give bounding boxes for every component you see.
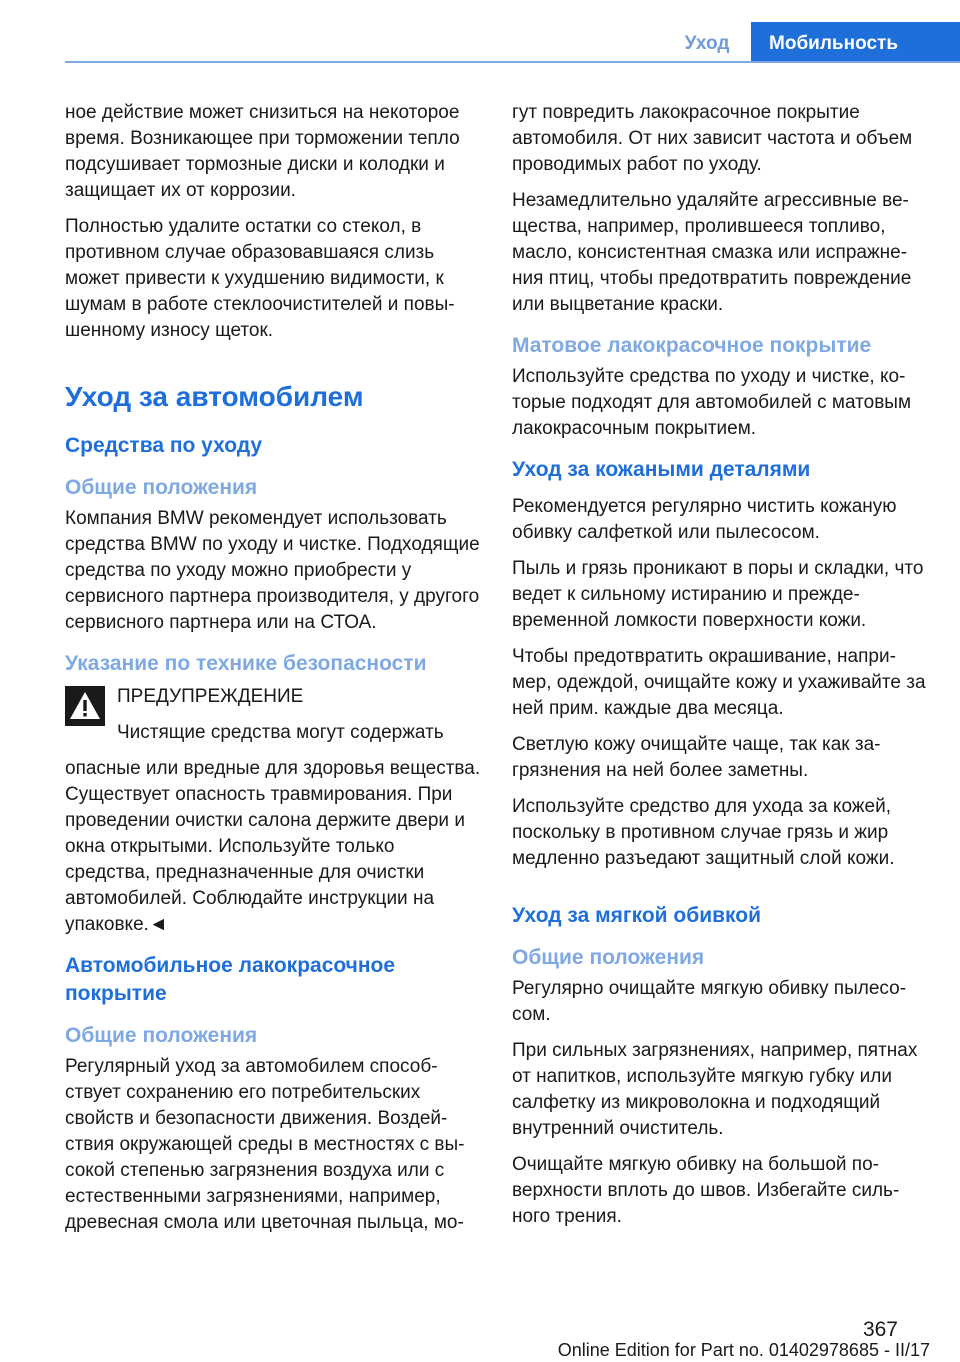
warning-triangle-icon — [65, 686, 105, 726]
paragraph: Полностью удалите остатки со стекол, в противном случае образовавшаяся слизь может привести к ухудшению видимости, к шумам в работе стеклоочистителей и повышенному износу щеток. — [65, 216, 455, 341]
heading-leather-care: Уход за кожаными деталями — [512, 458, 811, 481]
paragraph: ное действие может снизиться на некоторое время. Возникающее при торможении тепло подсушивает тормозные диски и колодки и защищает их от коррозии. — [65, 102, 460, 201]
paragraph: Светлую кожу очищайте чаще, так как загрязнения на ней более заметны. — [512, 734, 881, 781]
heading-safety-note: Указание по технике безопасности — [65, 652, 427, 675]
heading-general: Общие положения — [512, 946, 705, 969]
page-header — [663, 22, 960, 62]
warning-lead: Чистящие средства могут содержать — [117, 722, 444, 743]
chapter-tab: Мобильность — [751, 22, 960, 62]
heading-general: Общие положения — [65, 1024, 258, 1047]
warning-text: опасные или вредные для здоровья вещества. Существует опасность травмирования. При проведении очистки салона держите двери и окна открытыми. Используйте только средства, предназначенные для очистки автомобилей. Соблюдайте инструкции на упаковке.◄ — [65, 758, 481, 935]
paragraph: Регулярно очищайте мягкую обивку пылесосом. — [512, 978, 907, 1025]
left-column — [65, 100, 481, 1246]
paragraph: Используйте средства по уходу и чистке, которые подходят для автомобилей с матовым лакокрасочным покрытием. — [512, 366, 912, 439]
paragraph: Используйте средство для ухода за кожей, поскольку в противном случае грязь и жир медленно разъедают защитный слой кожи. — [512, 796, 895, 869]
paragraph: Незамедлительно удаляйте агрессивные вещества, например, пролившееся топливо, масло, консистентная смазка или испражнения птиц, чтобы предотвратить повреждение или выцветание краски. — [512, 190, 912, 315]
paragraph: Очищайте мягкую обивку на большой поверхности вплоть до швов. Избегайте сильного трения. — [512, 1154, 900, 1227]
right-column — [512, 100, 926, 1240]
warning-title: ПРЕДУПРЕЖДЕНИЕ — [117, 686, 304, 707]
heading-paintwork: Автомобильное лакокрасочное покрытие — [65, 954, 396, 1005]
paragraph: гут повредить лакокрасочное покрытие автомобиля. От них зависит частота и объем проводимых работ по уходу. — [512, 102, 913, 175]
header-rule — [65, 61, 960, 63]
heading-matte-paint: Матовое лакокрасочное покрытие — [512, 334, 872, 357]
paragraph: При сильных загрязнениях, например, пятнах от напитков, используйте мягкую губку или салфетку из микроволокна и подходящий внутренний очиститель. — [512, 1040, 918, 1139]
paragraph: Пыль и грязь проникают в поры и складки, что ведет к сильному истиранию и преждевременной ломкости поверхности кожи. — [512, 558, 924, 631]
page-footer — [0, 1318, 960, 1362]
heading-general: Общие положения — [65, 476, 258, 499]
heading-car-care: Уход за автомобилем — [65, 381, 364, 412]
heading-upholstery-care: Уход за мягкой обивкой — [512, 904, 762, 927]
heading-care-products: Средства по уходу — [65, 434, 263, 457]
paragraph: Чтобы предотвратить окрашивание, например, одеждой, очищайте кожу и ухаживайте за ней прим. каждые два месяца. — [512, 646, 926, 719]
warning-block — [65, 684, 481, 746]
paragraph: Регулярный уход за автомобилем способствует сохранению его потребительских свойств и безопасности движения. Воздействия окружающей среды в местностях с высокой степенью загрязнения воздуха или с естественными загрязнениями, например, древесная смола или цветочная пыльца, мо- — [65, 1056, 465, 1233]
paragraph: Рекомендуется регулярно чистить кожаную обивку салфеткой или пылесосом. — [512, 496, 897, 543]
section-tab: Уход — [684, 33, 730, 54]
page-number: 367 — [862, 1318, 898, 1341]
edition-note: Online Edition for Part no. 01402978685 - II/17 — [557, 1340, 930, 1360]
paragraph: Компания BMW рекомендует использовать средства BMW по уходу и чистке. Подходящие средства по уходу можно приобрести у сервисного партнера производителя, у другого сервисного партнера или на СТОА. — [65, 508, 480, 633]
